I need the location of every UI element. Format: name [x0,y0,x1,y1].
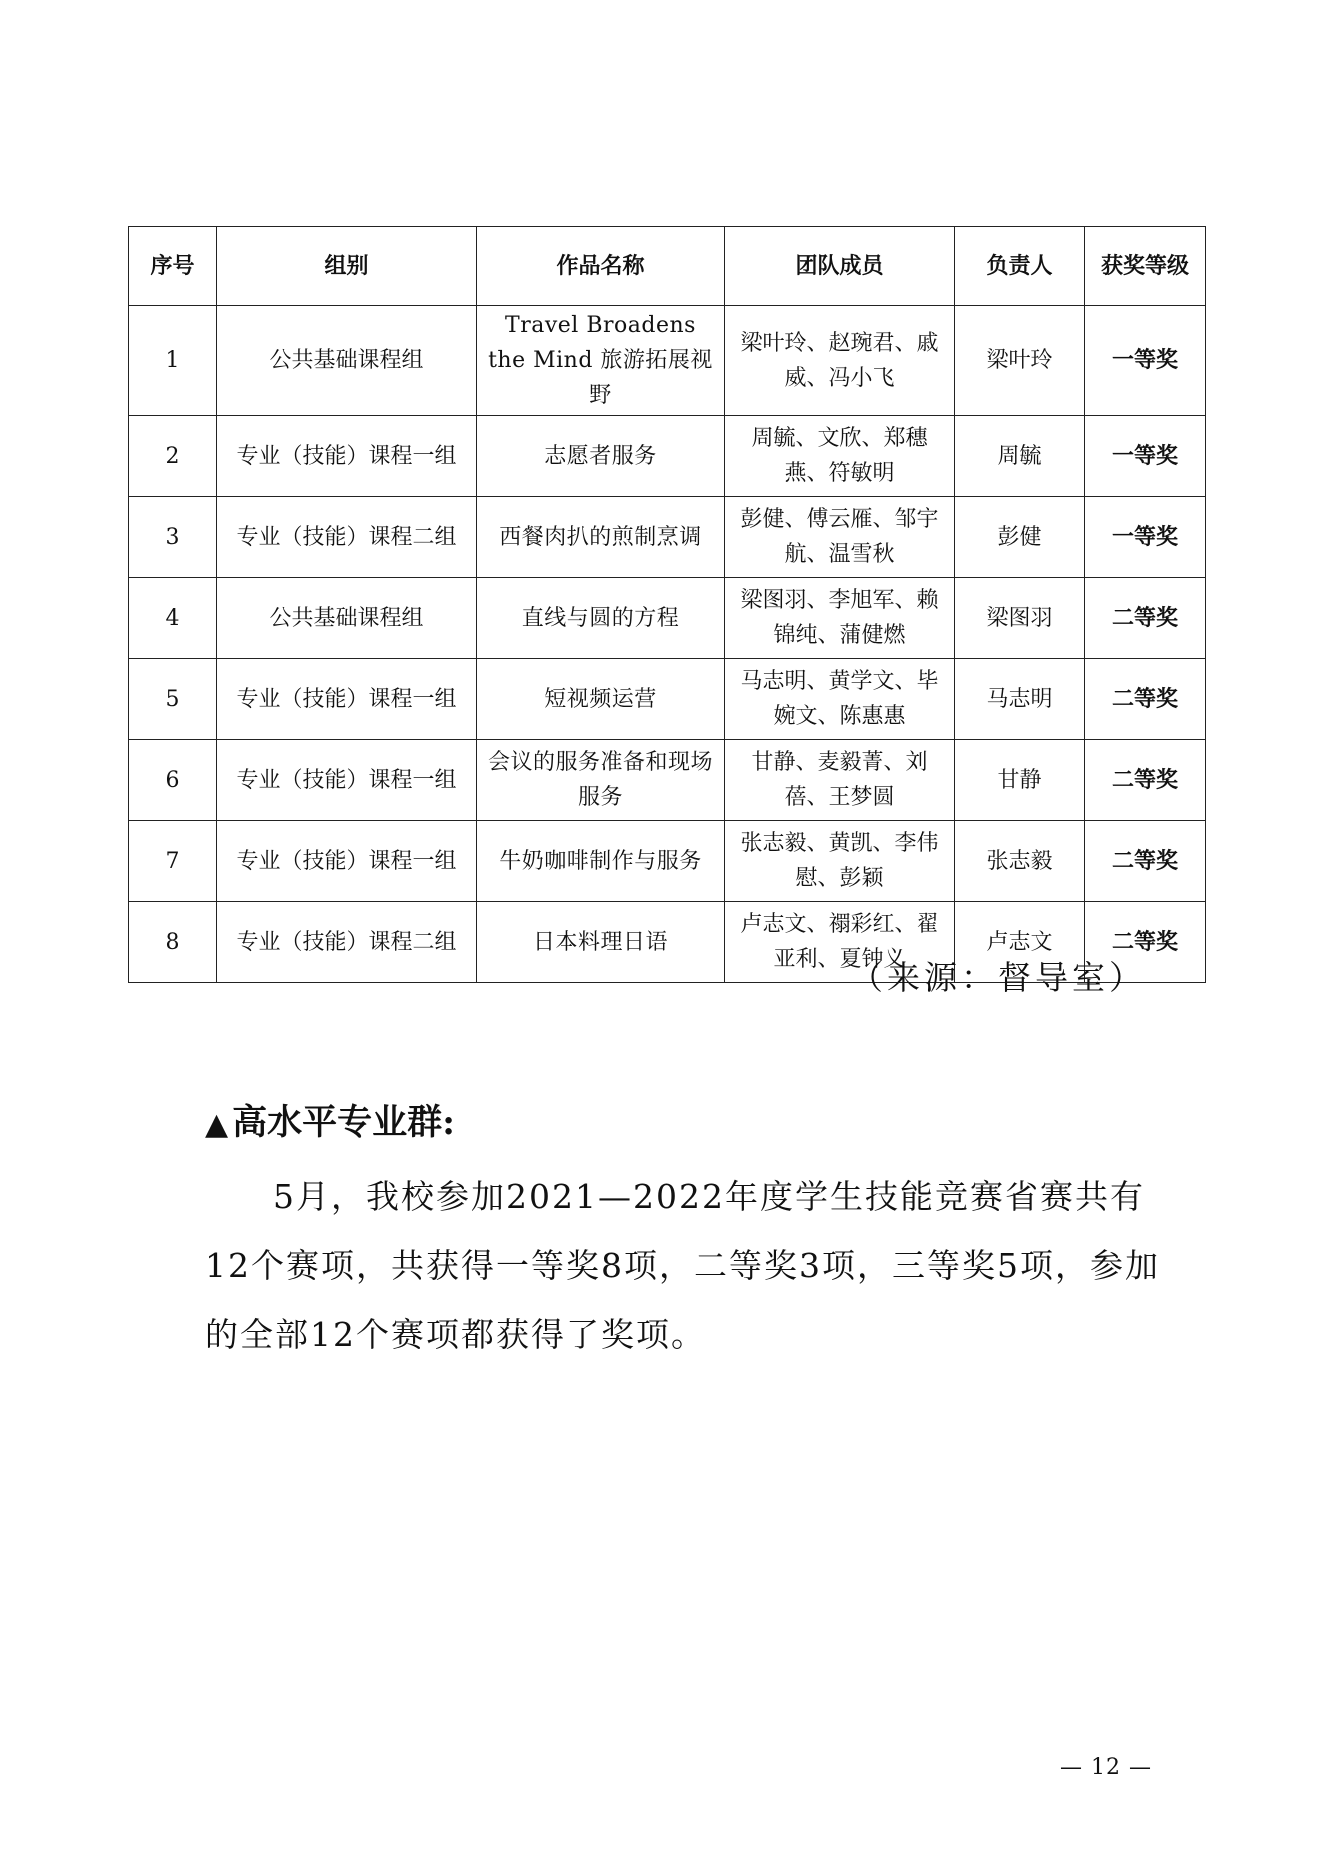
table-row [129,306,1206,416]
cell-title: 日本料理日语 [477,902,725,983]
header-leader: 负责人 [955,227,1085,306]
cell-no: 4 [129,578,217,659]
cell-no: 2 [129,416,217,497]
cell-group: 公共基础课程组 [217,578,477,659]
header-group: 组别 [217,227,477,306]
cell-members: 梁图羽、李旭军、赖锦纯、蒲健燃 [725,578,955,659]
section-heading [205,1095,455,1145]
section-heading-text: 高水平专业群: [232,1102,455,1143]
cell-members: 周毓、文欣、郑穗燕、符敏明 [725,416,955,497]
table-row [129,659,1206,740]
cell-group: 专业（技能）课程二组 [217,902,477,983]
cell-leader: 甘静 [955,740,1085,821]
table-row [129,416,1206,497]
source-note: （来源：督导室） [850,958,1146,997]
cell-members: 甘静、麦毅菁、刘蓓、王梦圆 [725,740,955,821]
header-title: 作品名称 [477,227,725,306]
cell-award: 一等奖 [1085,497,1206,578]
cell-no: 8 [129,902,217,983]
awards-table [128,226,1206,983]
cell-group: 专业（技能）课程一组 [217,740,477,821]
cell-award: 一等奖 [1085,416,1206,497]
page-number: — 12 — [1060,1755,1152,1780]
cell-members: 彭健、傅云雁、邹宇航、温雪秋 [725,497,955,578]
cell-members: 梁叶玲、赵琬君、戚威、冯小飞 [725,306,955,416]
body-paragraph [205,1162,1165,1369]
cell-leader: 梁叶玲 [955,306,1085,416]
cell-no: 5 [129,659,217,740]
table-body [129,306,1206,983]
table-row [129,821,1206,902]
cell-leader: 卢志文 [955,902,1085,983]
cell-no: 3 [129,497,217,578]
header-award: 获奖等级 [1085,227,1206,306]
cell-group: 专业（技能）课程一组 [217,821,477,902]
cell-no: 7 [129,821,217,902]
cell-award: 二等奖 [1085,578,1206,659]
header-no: 序号 [129,227,217,306]
cell-members: 张志毅、黄凯、李伟慰、彭颖 [725,821,955,902]
paragraph-text: 5月，我校参加2021—2022年度学生技能竞赛省赛共有12个赛项，共获得一等奖8项，二等奖3项，三等奖5项，参加的全部12个赛项都获得了奖项。 [205,1177,1160,1354]
cell-title: 会议的服务准备和现场服务 [477,740,725,821]
cell-group: 专业（技能）课程二组 [217,497,477,578]
cell-members: 卢志文、禤彩红、翟亚利、夏钟义 [725,902,955,983]
cell-leader: 张志毅 [955,821,1085,902]
cell-group: 专业（技能）课程一组 [217,416,477,497]
cell-group: 专业（技能）课程一组 [217,659,477,740]
cell-leader: 梁图羽 [955,578,1085,659]
table-row [129,497,1206,578]
cell-title: 直线与圆的方程 [477,578,725,659]
cell-no: 1 [129,306,217,416]
cell-no: 6 [129,740,217,821]
cell-leader: 彭健 [955,497,1085,578]
cell-group: 公共基础课程组 [217,306,477,416]
table-header-row [129,227,1206,306]
cell-title: 西餐肉扒的煎制烹调 [477,497,725,578]
cell-title: 牛奶咖啡制作与服务 [477,821,725,902]
cell-title: 志愿者服务 [477,416,725,497]
cell-leader: 周毓 [955,416,1085,497]
cell-award: 二等奖 [1085,740,1206,821]
cell-title: 短视频运营 [477,659,725,740]
cell-award: 二等奖 [1085,659,1206,740]
cell-members: 马志明、黄学文、毕婉文、陈惠惠 [725,659,955,740]
cell-leader: 马志明 [955,659,1085,740]
cell-title: Travel Broadens the Mind 旅游拓展视野 [477,306,725,416]
cell-award: 一等奖 [1085,306,1206,416]
cell-award: 二等奖 [1085,902,1206,983]
cell-award: 二等奖 [1085,821,1206,902]
header-members: 团队成员 [725,227,955,306]
triangle-marker-icon: ▲ [205,1107,229,1142]
table-row [129,740,1206,821]
table-row [129,578,1206,659]
